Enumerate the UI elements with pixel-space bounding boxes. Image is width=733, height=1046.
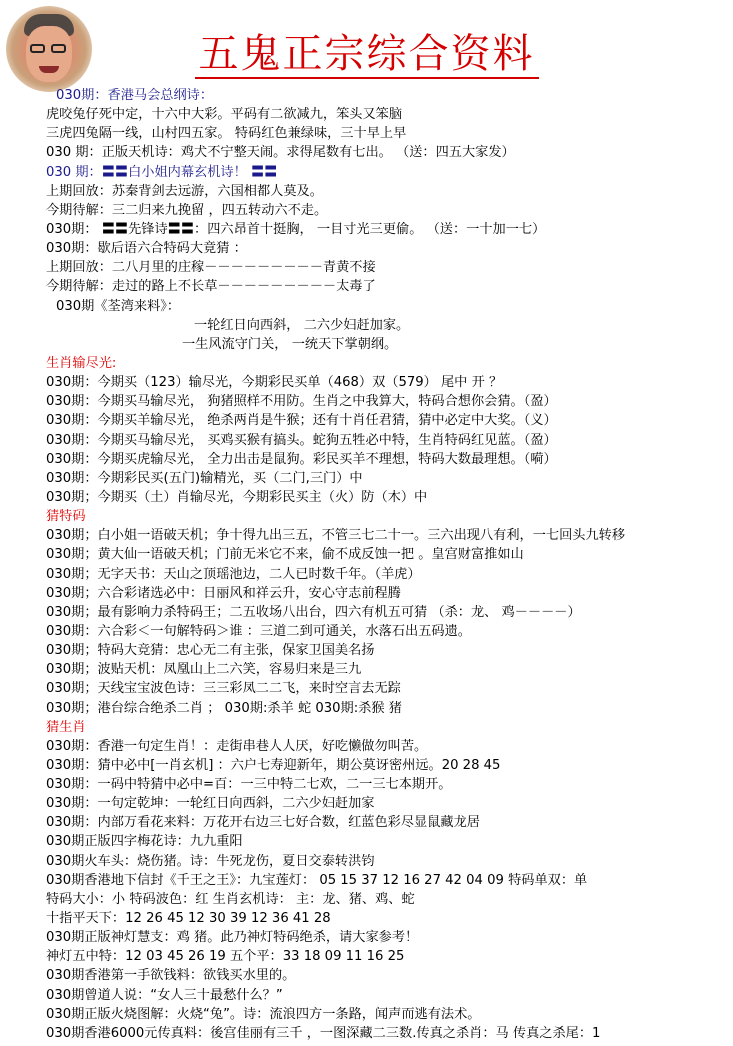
text-line: 030期：歇后语六合特码大竟猜 ：	[46, 241, 247, 257]
text-line: 猜生肖	[46, 719, 86, 735]
text-line: 030期：内部万看花来料：万花开右边三七好合数，红蓝色彩尽显鼠藏龙居	[46, 815, 480, 831]
text-line: 今期待解：三二归来九挽留 ，四五转动六不走。	[46, 202, 328, 218]
text-line: 030期：猜中必中[一肖玄机] ：六户七寿迎新年，期公莫讶密州远。20 28 45	[46, 757, 501, 773]
text-line: 一轮红日向西斜， 二六少妇赶加家。	[194, 317, 410, 333]
text-line: 三虎四兔隔一线，山村四五家。 特码红色兼绿味，三十早上早	[46, 126, 407, 142]
text-line: 030期：香港马会总纲诗：	[56, 88, 214, 103]
text-line: 030 期：〓〓白小姐内幕玄机诗！ 〓〓	[46, 164, 278, 180]
text-line: 猜特码	[46, 509, 86, 525]
text-line: 030期：今期买马输尽光， 狗猪照样不用防。生肖之中我算大，特码合想你会猜。（盈）	[46, 394, 557, 410]
text-line: 030期；白小姐一语破天机；争十得九出三五，不管三七二十一。三六出现八有利，一七回头九转移	[46, 528, 626, 544]
text-line: 030期；六合彩诸选必中：日丽风和祥云升，安心守志前程腾	[46, 585, 401, 601]
text-line: 030期：今期彩民买(五门)输精光，买（二门,三门）中	[46, 470, 363, 486]
text-line: 030期；特码大竞猜：忠心无二有主张，保家卫国美名扬	[46, 643, 375, 659]
text-line: 030期；波贴天机：凤凰山上二六笑，容易归来是三九	[46, 662, 362, 678]
text-line: 030期：今期买羊输尽光， 绝杀两肖是牛猴；还有十肖任君猜，猜中必定中大奖。（义）	[46, 413, 557, 429]
text-line: 030期；最有影响力杀特码王；二五收场八出台，四六有机五可猜 （杀：龙、 鸡－－－－）	[46, 604, 581, 620]
text-line: 030期：六合彩＜一句解特码＞谁 ：三道二到可通关，水落石出五码遗。	[46, 623, 471, 639]
text-line: 一生风流守门关， 一统天下掌朝纲。	[182, 336, 398, 352]
text-line: 030期：今期买虎输尽光， 全力出击是鼠狗。彩民买羊不理想，特码大数最理想。（嗬）	[46, 451, 557, 467]
content-lines	[46, 86, 726, 1043]
text-line: 030期火车头：烧伤猪。诗：牛死龙伤，夏日交泰转洪钧	[46, 853, 375, 869]
text-line: 神灯五中特：12 03 45 26 19 五个平：33 18 09 11 16 25	[46, 949, 405, 965]
text-line: 今期待解：走过的路上不长草－－－－－－－－－太毒了	[46, 279, 376, 295]
text-line: 上期回放：二八月里的庄稼－－－－－－－－－青黄不接	[46, 260, 376, 276]
text-line: 030期曾道人说：“女人三十最愁什么？”	[46, 987, 283, 1003]
text-line: 030期：香港一句定生肖！：走街串巷人人厌，好吃懒做勿叫苦。	[46, 738, 428, 754]
text-line: 030期：一码中特猜中必中=百：一三中特二七欢，二一三七本期开。	[46, 777, 452, 793]
text-line: 特码大小：小 特码波色：红 生肖玄机诗： 主：龙、猪、鸡、蛇	[46, 891, 415, 907]
text-line: 030期：今期买（123）输尽光，今期彩民买单（468）双（579） 尾中 开 ？	[46, 375, 503, 391]
text-line: 030期《荃湾来料》：	[56, 298, 181, 314]
page-title: 五鬼正宗综合资料	[0, 22, 733, 79]
text-line: 030期；港台综合绝杀二肖 ； 030期:杀羊 蛇 030期:杀猴 猪	[46, 700, 402, 716]
text-line: 虎咬兔仔死中定，十六中大彩。平码有二欲减九，笨头又笨脑	[46, 107, 403, 123]
text-line: 030期： 〓〓先锋诗〓〓：四六昂首十挺胸， 一目寸光三更偷。 （送：一十加一七）	[46, 221, 546, 237]
text-line: 030 期：正版天机诗：鸡犬不宁整天闹。求得尾数有七出。 （送：四五大家发）	[46, 145, 515, 161]
text-line: 030期：今期买马输尽光， 买鸡买猴有搞头。蛇狗五牲必中特，生肖特码红见蓝。（盈）	[46, 432, 557, 448]
text-line: 030期正版四字梅花诗：九九重阳	[46, 834, 243, 850]
text-line: 030期；无字天书：天山之顶瑶池边，二人已时数千年。（羊虎）	[46, 566, 421, 582]
text-line: 生肖输尽光:	[46, 355, 117, 371]
text-line: 030期；今期买（土）肖输尽光，今期彩民买主（火）防（木）中	[46, 489, 428, 505]
text-line: 030期正版火烧图解：火烧“兔”。诗：流浪四方一条路，闻声而逃有法术。	[46, 1006, 481, 1022]
text-line: 十指平天下：12 26 45 12 30 39 12 36 41 28	[46, 911, 331, 927]
text-line: 030期正版神灯慧支：鸡 猪。此乃神灯特码绝杀，请大家参考！	[46, 930, 419, 946]
text-line: 030期：一句定乾坤：一轮红日向西斜，二六少妇赶加家	[46, 796, 375, 812]
text-line: 030期香港6000元传真料：後宫佳丽有三千 ，一图深藏二三数.传真之杀肖：马 传真之杀尾：1	[46, 1025, 601, 1041]
text-line: 上期回放：苏秦背剑去远游，六国相都人莫及。	[46, 183, 323, 199]
text-line: 030期；天线宝宝波色诗：三三彩凤二二飞，来时空言去无踪	[46, 681, 401, 697]
text-line: 030期香港地下信封《千王之王》：九宝莲灯： 05 15 37 12 16 27 42 04 09 特码单双：单	[46, 872, 588, 888]
text-line: 030期；黄大仙一语破天机；门前无米它不来，偷不成反蚀一把 。皇宫财富推如山	[46, 547, 524, 563]
text-line: 030期香港第一手欲钱料：欲钱买水里的。	[46, 968, 296, 984]
